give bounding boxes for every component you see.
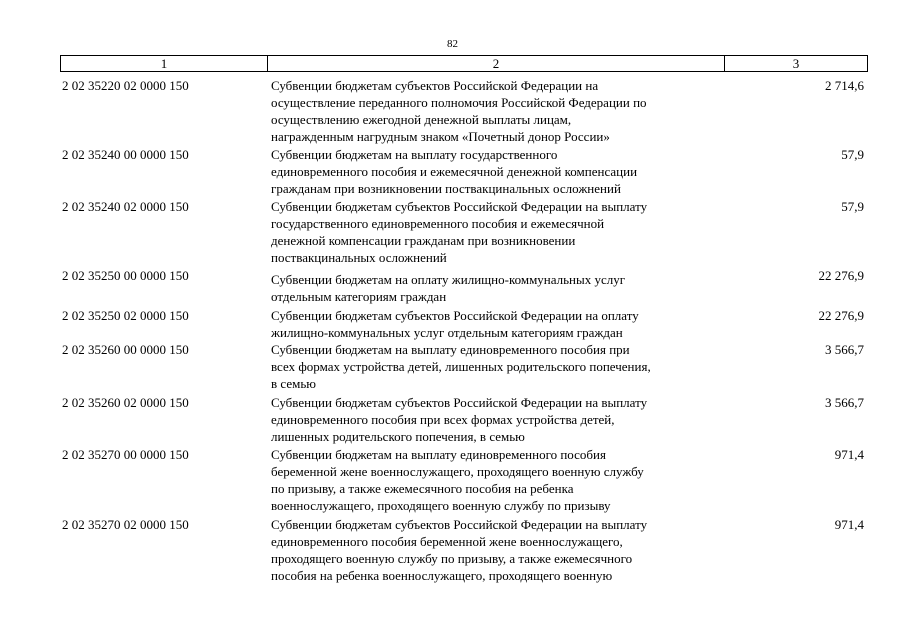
description-line: Субвенции бюджетам на оплату жилищно-коммунальных услуг bbox=[271, 272, 626, 287]
description-line: отдельным категориям граждан bbox=[271, 289, 447, 304]
description-line: поствакцинальных осложнений bbox=[271, 250, 447, 265]
description-line: беременной жене военнослужащего, проходящего военную службу bbox=[271, 464, 644, 479]
row-amount: 3 566,7 bbox=[825, 342, 864, 357]
row-code: 2 02 35250 00 0000 150 bbox=[62, 268, 189, 283]
column-header-1: 1 bbox=[61, 56, 268, 71]
row-amount: 971,4 bbox=[834, 517, 864, 532]
row-description bbox=[271, 516, 731, 584]
row-description bbox=[271, 394, 731, 445]
description-line: жилищно-коммунальных услуг отдельным категориям граждан bbox=[271, 325, 623, 340]
description-line: осуществлению ежегодной денежной выплаты лицам, bbox=[271, 112, 572, 127]
description-line: Субвенции бюджетам субъектов Российской Федерации на выплату bbox=[271, 395, 648, 410]
description-line: лишенных родительского попечения, в семью bbox=[271, 429, 525, 444]
row-amount: 57,9 bbox=[841, 147, 864, 162]
row-description bbox=[271, 446, 731, 514]
row-amount: 57,9 bbox=[841, 199, 864, 214]
row-code: 2 02 35240 00 0000 150 bbox=[62, 147, 189, 162]
description-line: Субвенции бюджетам на выплату единовременного пособия при bbox=[271, 342, 630, 357]
row-description bbox=[271, 341, 731, 392]
description-line: военнослужащего, проходящего военную службу по призыву bbox=[271, 498, 611, 513]
row-code: 2 02 35270 00 0000 150 bbox=[62, 447, 189, 462]
column-header-2: 2 bbox=[268, 56, 725, 71]
description-line: гражданам при возникновении поствакцинальных осложнений bbox=[271, 181, 621, 196]
description-line: награжденным нагрудным знаком «Почетный донор России» bbox=[271, 129, 610, 144]
row-amount: 22 276,9 bbox=[818, 308, 864, 323]
description-line: пособия на ребенка военнослужащего, проходящего военную bbox=[271, 568, 613, 583]
description-line: проходящего военную службу по призыву, а также ежемесячного bbox=[271, 551, 633, 566]
row-amount: 2 714,6 bbox=[825, 78, 864, 93]
description-line: всех формах устройства детей, лишенных родительского попечения, bbox=[271, 359, 651, 374]
description-line: государственного единовременного пособия и ежемесячной bbox=[271, 216, 605, 231]
row-amount: 971,4 bbox=[834, 447, 864, 462]
table-header bbox=[60, 55, 868, 72]
row-description bbox=[271, 146, 731, 197]
description-line: Субвенции бюджетам субъектов Российской Федерации на оплату bbox=[271, 308, 639, 323]
description-line: в семью bbox=[271, 376, 316, 391]
description-line: Субвенции бюджетам субъектов Российской Федерации на bbox=[271, 78, 599, 93]
description-line: Субвенции бюджетам субъектов Российской Федерации на выплату bbox=[271, 199, 648, 214]
row-description bbox=[271, 271, 731, 305]
page-number: 82 bbox=[447, 38, 458, 50]
row-amount: 22 276,9 bbox=[818, 268, 864, 283]
column-header-3: 3 bbox=[792, 56, 800, 71]
row-description bbox=[271, 77, 731, 145]
row-code: 2 02 35240 02 0000 150 bbox=[62, 199, 189, 214]
row-description bbox=[271, 198, 731, 266]
description-line: единовременного пособия и ежемесячной денежной компенсации bbox=[271, 164, 638, 179]
description-line: Субвенции бюджетам субъектов Российской Федерации на выплату bbox=[271, 517, 648, 532]
description-line: единовременного пособия при всех формах устройства детей, bbox=[271, 412, 615, 427]
description-line: осуществление переданного полномочия Российской Федерации по bbox=[271, 95, 647, 110]
row-code: 2 02 35270 02 0000 150 bbox=[62, 517, 189, 532]
row-code: 2 02 35250 02 0000 150 bbox=[62, 308, 189, 323]
row-description bbox=[271, 307, 731, 341]
description-line: по призыву, а также ежемесячного пособия на ребенка bbox=[271, 481, 574, 496]
row-amount: 3 566,7 bbox=[825, 395, 864, 410]
description-line: денежной компенсации гражданам при возникновении bbox=[271, 233, 576, 248]
description-line: Субвенции бюджетам на выплату государственного bbox=[271, 147, 558, 162]
row-code: 2 02 35260 02 0000 150 bbox=[62, 395, 189, 410]
row-code: 2 02 35260 00 0000 150 bbox=[62, 342, 189, 357]
description-line: единовременного пособия беременной жене военнослужащего, bbox=[271, 534, 623, 549]
row-code: 2 02 35220 02 0000 150 bbox=[62, 78, 189, 93]
description-line: Субвенции бюджетам на выплату единовременного пособия bbox=[271, 447, 606, 462]
